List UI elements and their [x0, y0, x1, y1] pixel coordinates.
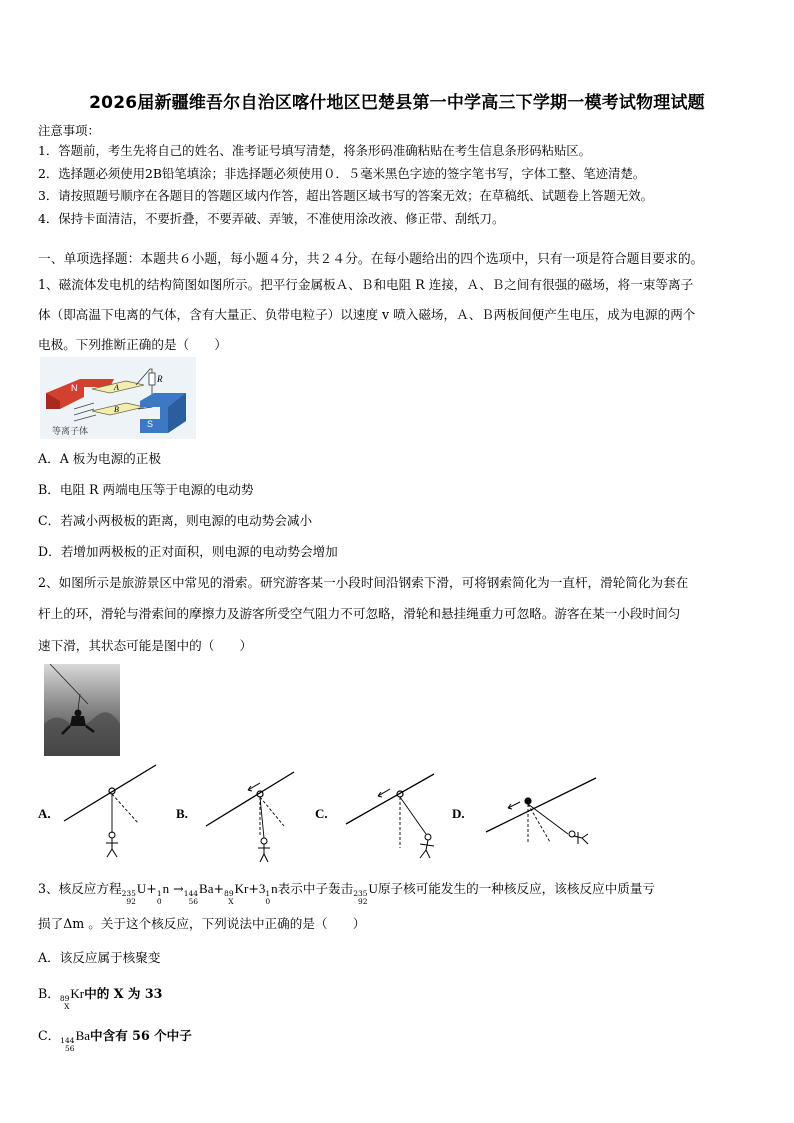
q1-option-a: A．A 板为电源的正极 — [38, 451, 161, 466]
nuclide-ba144: 144 56 Ba — [183, 881, 214, 906]
q3-option-c: C． 144 56 Ba中含有 56 个中子 — [38, 1028, 192, 1053]
q1-option-b: B．电阻 R 两端电压等于电源的电动势 — [38, 482, 254, 497]
q2-choice-a-label: A. — [38, 806, 51, 821]
hang-rope — [528, 804, 568, 834]
notes-heading: 注意事项： — [38, 123, 100, 138]
note-item: 1．答题前，考生先将自己的姓名、准考证号填写清楚，将条形码准确粘贴在考生信息条形码粘贴区。 — [38, 143, 592, 158]
photo-rider — [75, 710, 82, 717]
cable-line — [346, 774, 434, 824]
nuclide-kr89: 89 X Kr — [224, 881, 249, 906]
q1-option-c: C．若减小两极板的距离，则电源的电动势会减小 — [38, 513, 313, 528]
plasma-caption: 等离子体 — [52, 427, 89, 437]
rider-head — [425, 834, 431, 840]
q2-text-line: 速下滑，其状态可能是图中的（ ） — [38, 638, 253, 653]
nuclide-neutron: 1 0 n — [265, 881, 278, 906]
q2-text-line: 杆上的环，滑轮与滑索间的摩擦力及游客所受空气阻力不可忽略，滑轮和悬挂绳重力可忽略。游客在某一小段时间匀 — [38, 606, 681, 621]
cable-line — [206, 772, 294, 826]
hang-rope — [260, 797, 264, 838]
dashed-reference — [528, 804, 550, 842]
q3-prefix: 3、核反应方程 — [38, 881, 122, 896]
resistor-label: R — [157, 374, 163, 384]
q2-choice-d-label: D. — [452, 806, 465, 821]
note-item: 2．选择题必须使用2B铅笔填涂；非选择题必须使用０．５毫米黑色字迹的签字笔书写，字体工整、笔迹清楚。 — [38, 166, 646, 181]
motion-arrow — [248, 783, 260, 790]
pulley-ring — [525, 798, 531, 804]
resistor-r — [149, 373, 155, 385]
nuclide-ba144: 144 56 Ba — [60, 1028, 91, 1053]
q3-text-line: 损了Δm 。关于这个核反应，下列说法中正确的是（ ） — [38, 916, 366, 931]
q1-text-line: 1、磁流体发电机的结构简图如图所示。把平行金属板Ａ、Ｂ和电阻 R 连接，Ａ、Ｂ之间有很强的磁场，将一束等离子 — [38, 277, 694, 292]
q1-option-d: D．若增加两极板的正对面积，则电源的电动势会增加 — [38, 544, 338, 559]
zipline-photo — [44, 664, 120, 756]
page-title: 2026届新疆维吾尔自治区喀什地区巴楚县第一中学高三下学期一模考试物理试题 — [89, 93, 705, 113]
dashed-reference — [112, 794, 138, 823]
q2-choice-c-diagram — [344, 772, 436, 862]
q2-choice-b-label: B. — [176, 806, 188, 821]
q3-tail: 原子核可能发生的一种核反应，该核反应中质量亏 — [377, 881, 655, 896]
nuclide-u235: 235 92 U — [353, 881, 378, 906]
plate-a-label: A — [114, 383, 119, 392]
q2-text-line: 2、如图所示是旅游景区中常见的滑索。研究游客某一小段时间沿钢索下滑，可将钢索简化为一直杆，滑轮简化为套在 — [38, 575, 689, 590]
mhd-generator-figure — [40, 357, 196, 439]
rider-body — [106, 838, 118, 857]
s-label: S — [147, 419, 154, 429]
note-item: 4．保持卡面清洁，不要折叠，不要弄破、弄皱，不准使用涂改液、修正带、刮纸刀。 — [38, 211, 505, 226]
q2-choice-b-diagram — [204, 770, 296, 866]
rider-body — [574, 832, 588, 844]
q2-choice-c-label: C. — [315, 806, 328, 821]
dashed-reference — [260, 797, 284, 826]
q3-option-b: B． 89 X Kr中的 X 为 33 — [38, 986, 163, 1011]
nuclide-u235: 235 92 U — [121, 881, 147, 906]
rider-head — [261, 838, 267, 844]
q1-text-line: 体（即高温下电离的气体，含有大量正、负带电粒子）以速度 v 喷入磁场，Ａ、Ｂ两板间便产生电压，成为电源的两个 — [38, 307, 696, 322]
q2-choice-d-diagram — [484, 776, 602, 850]
note-item: 3．请按照题号顺序在各题目的答题区域内作答，超出答题区域书写的答案无效；在草稿纸、试题卷上答题无效。 — [38, 188, 654, 203]
motion-arrow — [378, 789, 390, 796]
q3-option-a: A．该反应属于核聚变 — [38, 950, 161, 965]
q2-choice-a-diagram — [62, 763, 158, 863]
rider-body — [420, 840, 434, 858]
nuclide-neutron: 1 0 n — [156, 881, 170, 906]
rider-body — [258, 844, 270, 862]
n-label: N — [71, 383, 78, 393]
q3-mid: 表示中子轰击 — [277, 881, 354, 896]
q3-text-line: 3、核反应方程 235 92 U+ 1 0 n → 144 56 Ba+ 89 X Kr+3 1 0 n表示中子轰击 235 92 U原子核可能发生的一种核反应，该核反应中质量亏 — [38, 881, 655, 906]
plate-b-label: B — [114, 405, 119, 414]
section-heading: 一、单项选择题：本题共６小题，每小题４分，共２４分。在每小题给出的四个选项中，只有一项是符合题目要求的。 — [38, 252, 704, 267]
cable-line — [486, 778, 596, 832]
nuclide-kr89: 89 X Kr — [59, 986, 85, 1011]
q1-text-line: 电极。下列推断正确的是（ ） — [38, 337, 227, 352]
hang-rope — [400, 797, 426, 834]
